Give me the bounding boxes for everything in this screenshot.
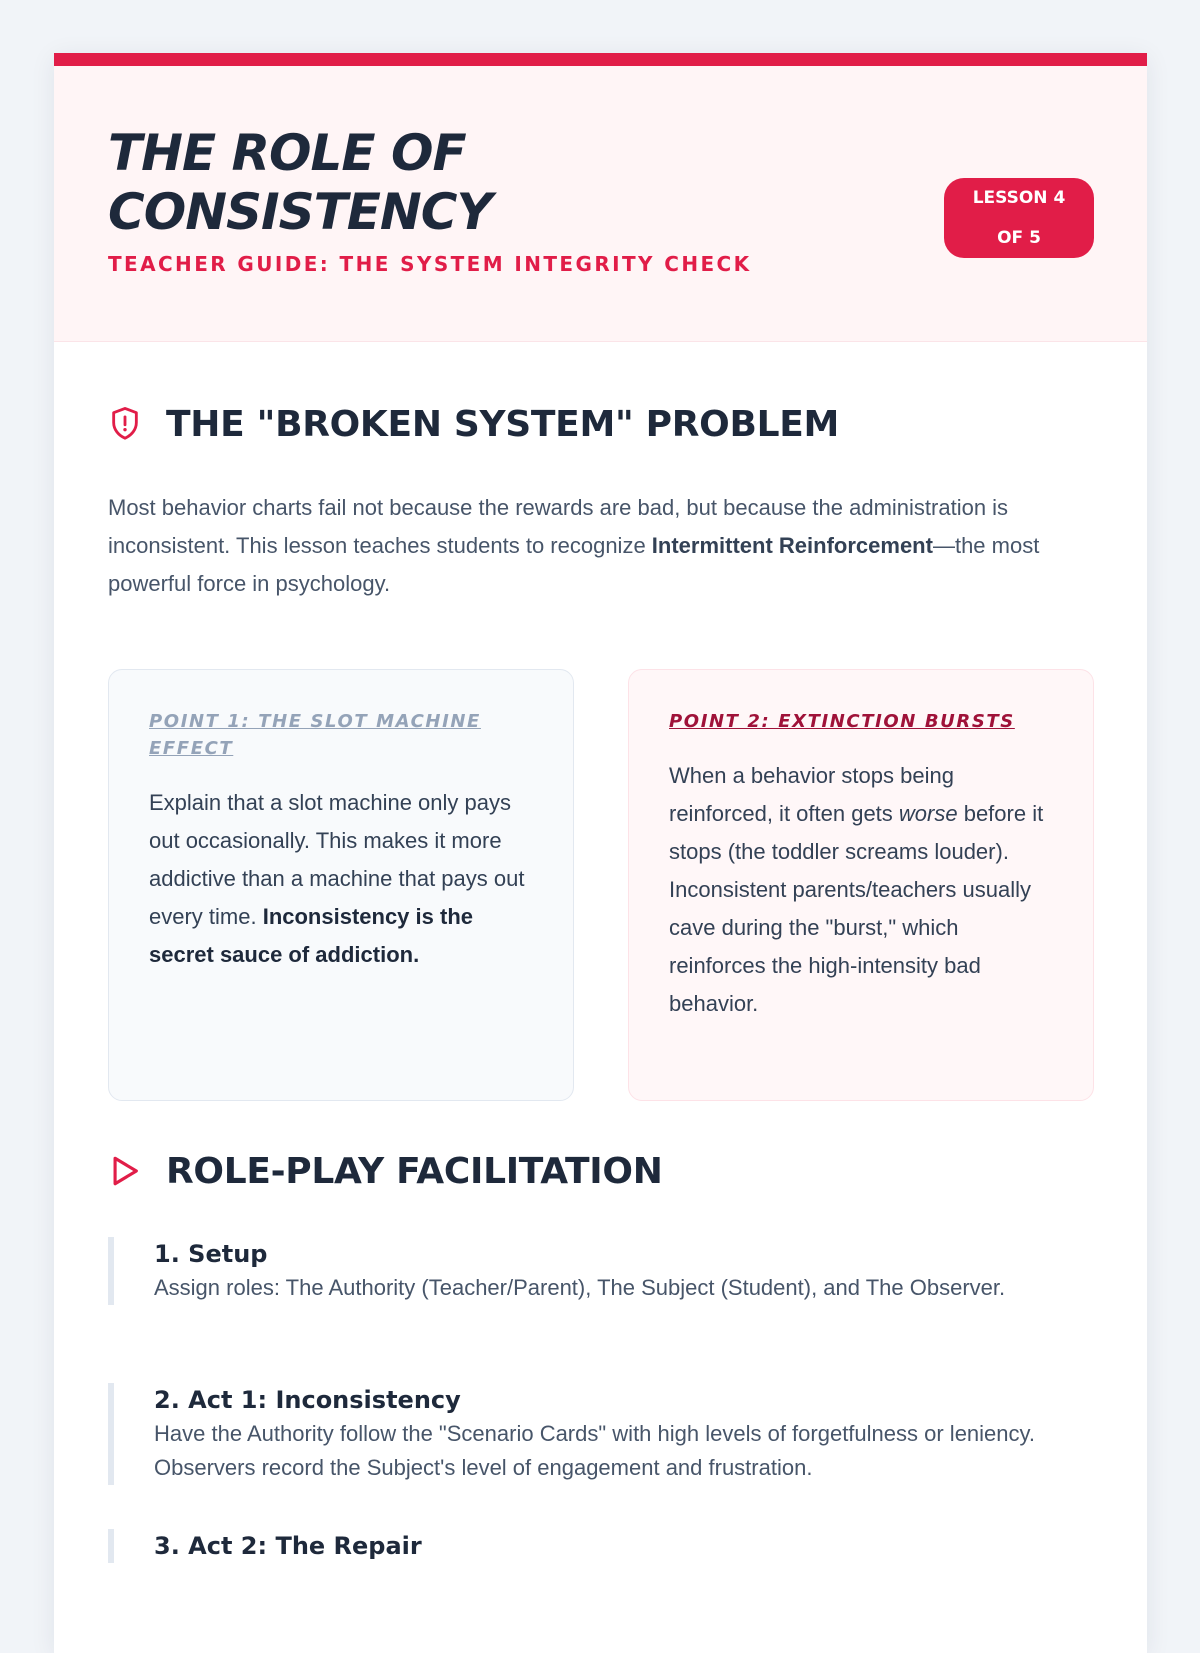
shield-alert-icon (108, 404, 144, 444)
section-broken-system (108, 400, 839, 448)
point-card-slot-machine (108, 669, 574, 1101)
lesson-card (54, 53, 1147, 1653)
step-item (108, 1529, 1068, 1563)
step-body: Have the Authority follow the "Scenario Cards" with high levels of forgetfulness or leniency. Observers record the Subject's level of engagement and frustration. (154, 1421, 1035, 1480)
step-item (108, 1383, 1068, 1485)
play-icon (108, 1151, 144, 1191)
intro-paragraph (108, 489, 1058, 603)
point-card-extinction-bursts (628, 669, 1094, 1101)
section-role-play (108, 1147, 663, 1195)
point-emphasis: Inconsistency is the secret sauce of addiction. (149, 904, 473, 967)
intro-text: Most behavior charts fail not because the rewards are bad, but because the administration is inconsistent. This lesson teaches students to recognize (108, 495, 1009, 558)
intro-emphasis: Intermittent Reinforcement (651, 533, 933, 558)
section-heading: ROLE-PLAY FACILITATION (166, 1150, 663, 1192)
step-title: 2. Act 1: Inconsistency (154, 1386, 461, 1414)
point-body (669, 757, 1053, 1023)
point-emphasis: worse (898, 801, 958, 826)
point-text: When a behavior stops being reinforced, it often gets (669, 763, 954, 826)
point-title: POINT 1: THE SLOT MACHINE EFFECT (149, 711, 481, 759)
section-heading: THE "BROKEN SYSTEM" PROBLEM (166, 403, 840, 445)
intro-text-end: —the most powerful force in psychology. (108, 533, 1040, 596)
step-title: 3. Act 2: The Repair (154, 1532, 422, 1560)
step-title: 1. Setup (154, 1240, 268, 1268)
point-body (149, 784, 533, 974)
point-text-end: before it stops (the toddler screams louder). Inconsistent parents/teachers usually cave during the "burst," which reinforces the high-intensity bad behavior. (669, 801, 1044, 1016)
accent-bar (54, 53, 1147, 66)
page-title: THE ROLE OF CONSISTENCY (108, 124, 492, 241)
point-title: POINT 2: EXTINCTION BURSTS (669, 711, 1015, 732)
lesson-header (54, 66, 1147, 342)
page-subtitle: TEACHER GUIDE: THE SYSTEM INTEGRITY CHECK (108, 252, 752, 276)
lesson-badge: LESSON 4 OF 5 (944, 178, 1094, 258)
step-item (108, 1237, 1068, 1305)
step-body: Assign roles: The Authority (Teacher/Parent), The Subject (Student), and The Observer. (154, 1275, 1006, 1300)
point-text: Explain that a slot machine only pays out occasionally. This makes it more addictive than a machine that pays out every time. (149, 790, 525, 929)
